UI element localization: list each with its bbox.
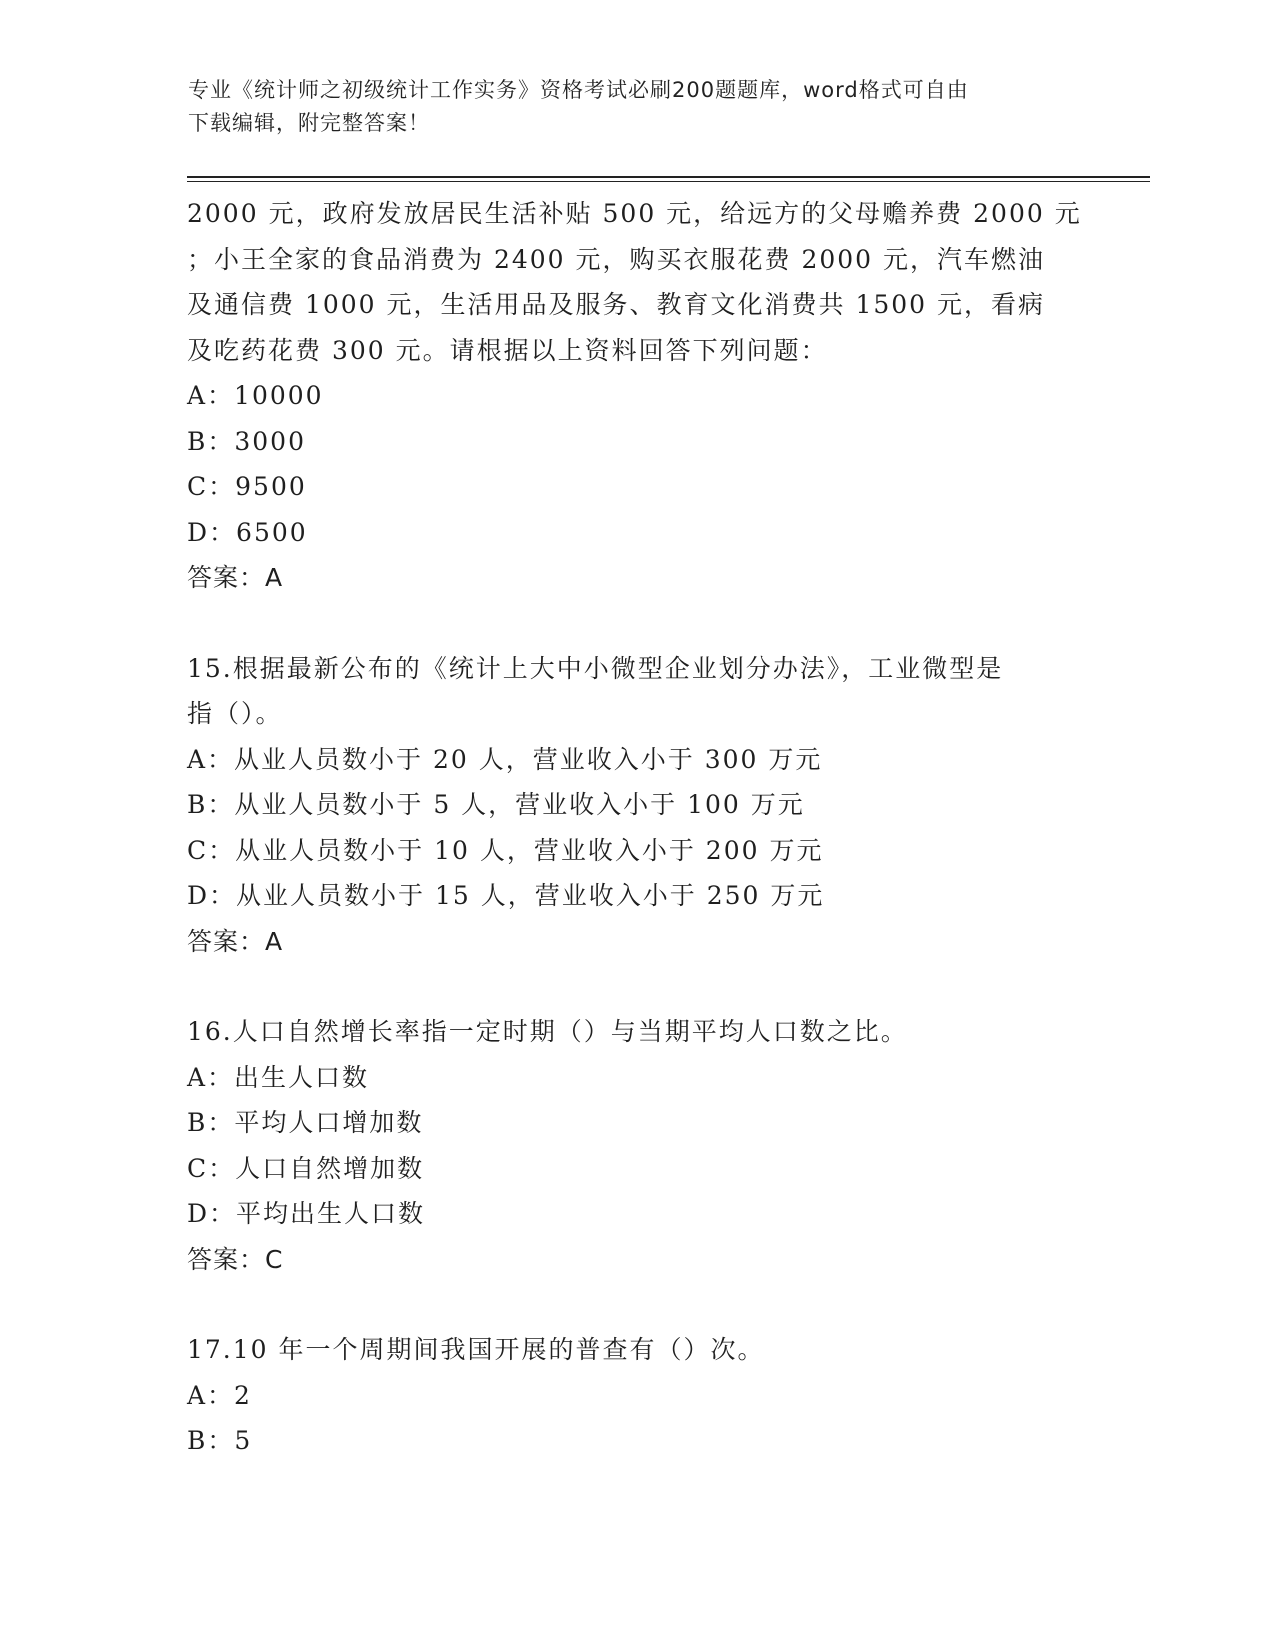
spacer bbox=[187, 1282, 1087, 1327]
question-stem-line: 2000 元，政府发放居民生活补贴 500 元，给远方的父母赡养费 2000 元 bbox=[187, 199, 1082, 228]
answer-line: 答案：A bbox=[187, 926, 284, 956]
question-15 bbox=[187, 646, 1087, 965]
option-d: D：从业人员数小于 15 人，营业收入小于 250 万元 bbox=[187, 881, 825, 910]
option-c: C：9500 bbox=[187, 472, 307, 501]
option-b: B：平均人口增加数 bbox=[187, 1108, 424, 1137]
document-body bbox=[187, 191, 1087, 1464]
question-stem-line: 指（）。 bbox=[187, 699, 283, 728]
option-b: B：5 bbox=[187, 1426, 253, 1455]
question-17 bbox=[187, 1327, 1087, 1464]
question-stem-line: 17.10 年一个周期间我国开展的普查有（）次。 bbox=[187, 1335, 765, 1364]
answer-line: 答案：C bbox=[187, 1244, 284, 1274]
option-d: D：平均出生人口数 bbox=[187, 1199, 426, 1228]
document-header bbox=[188, 74, 1068, 140]
question-stem-line: 及通信费 1000 元，生活用品及服务、教育文化消费共 1500 元，看病 bbox=[187, 290, 1046, 319]
spacer bbox=[187, 964, 1087, 1009]
question-stem-line: 16.人口自然增长率指一定时期（）与当期平均人口数之比。 bbox=[187, 1017, 908, 1046]
spacer bbox=[187, 601, 1087, 646]
question-stem-line: 15.根据最新公布的《统计上大中小微型企业划分办法》，工业微型是 bbox=[187, 653, 1004, 683]
answer-line: 答案：A bbox=[187, 563, 284, 592]
option-b: B：从业人员数小于 5 人，营业收入小于 100 万元 bbox=[187, 790, 805, 819]
question-stem-line: ；小王全家的食品消费为 2400 元，购买衣服花费 2000 元，汽车燃油 bbox=[187, 244, 1046, 274]
option-a: A：出生人口数 bbox=[187, 1062, 370, 1092]
header-line-2: 下载编辑，附完整答案！ bbox=[188, 111, 430, 135]
option-d: D：6500 bbox=[187, 517, 308, 547]
option-a: A：2 bbox=[187, 1380, 252, 1410]
question-16 bbox=[187, 1009, 1087, 1282]
question-14 bbox=[187, 191, 1087, 601]
header-rule-thin bbox=[187, 181, 1150, 182]
header-line-1: 专业《统计师之初级统计工作实务》资格考试必刷200题题库，word格式可自由 bbox=[188, 78, 969, 102]
option-a: A：10000 bbox=[187, 381, 324, 410]
question-stem-line: 及吃药花费 300 元。请根据以上资料回答下列问题： bbox=[187, 335, 828, 365]
option-c: C：人口自然增加数 bbox=[187, 1153, 425, 1183]
option-c: C：从业人员数小于 10 人，营业收入小于 200 万元 bbox=[187, 835, 824, 865]
header-rule-thick bbox=[187, 176, 1150, 178]
option-b: B：3000 bbox=[187, 426, 306, 456]
option-a: A：从业人员数小于 20 人，营业收入小于 300 万元 bbox=[187, 744, 823, 774]
